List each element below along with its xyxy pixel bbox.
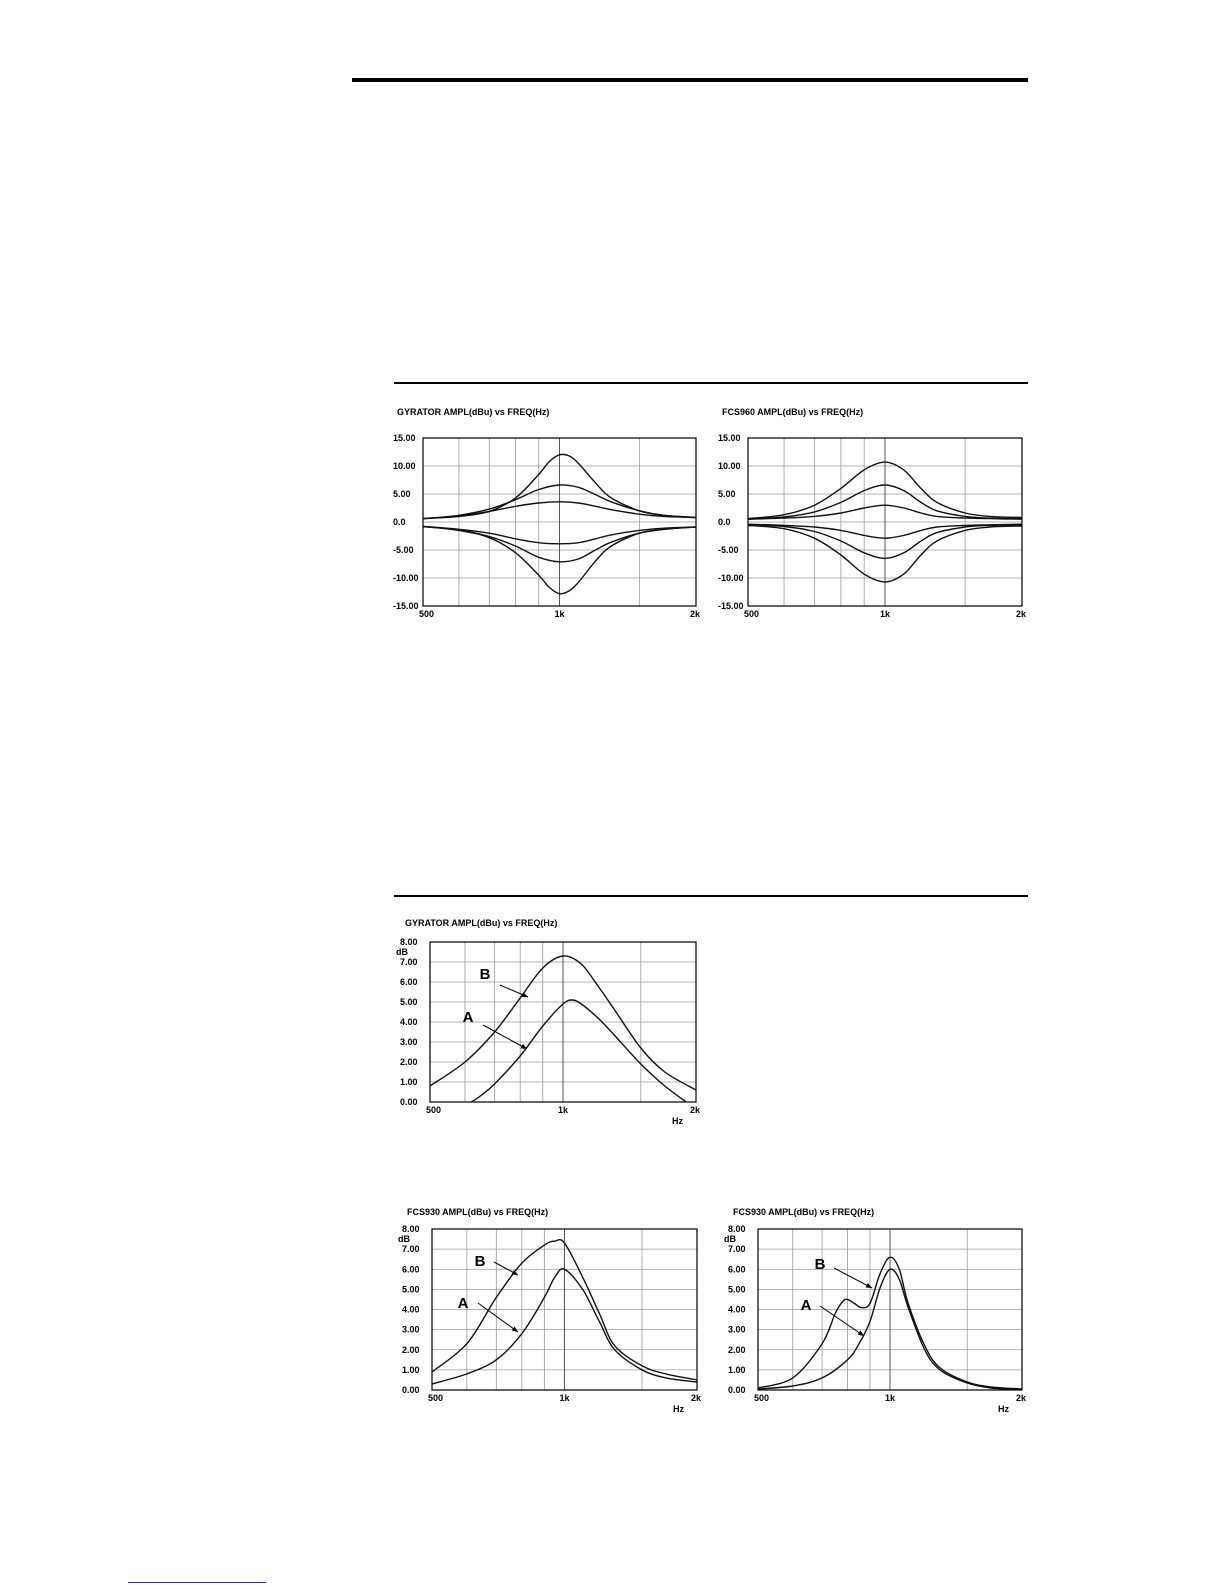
chart-1-x-tick-2: 2k [689,609,700,619]
chart-4-x-tick-0: 500 [428,1393,444,1403]
chart-3-arrowhead-b [522,992,528,997]
chart-5-y-tick-6: 2.00 [728,1344,746,1355]
chart-2-y-tick-4: -5.00 [718,545,739,555]
chart-1-x-tick-0: 500 [419,609,435,619]
chart-3-x-tick-0: 500 [426,1105,442,1115]
chart-5-y-tick-4: 4.00 [728,1304,746,1315]
chart-3-y-tick-3: 5.00 [400,997,418,1007]
chart-2-y-tick-0: 15.00 [718,433,741,443]
chart-2-x-tick-1: 1k [879,609,891,619]
chart-2-x-tick-2: 2k [1015,609,1026,619]
chart-4-y-tick-0: 8.00 [402,1224,420,1234]
chart-1-y-tick-1: 10.00 [393,461,416,471]
chart-5-y-tick-7: 1.00 [728,1364,746,1375]
chart-1-y-tick-4: -5.00 [393,545,414,555]
chart-5-x-tick-1: 1k [884,1393,896,1403]
chart-2-title: FCS960 AMPL(dBu) vs FREQ(Hz) [722,407,864,417]
chart-1-y-tick-5: -10.00 [393,573,419,583]
chart-3-x-tick-2: 2k [689,1105,700,1115]
chart-4-label-b: B [474,1253,486,1270]
chart-4-y-tick-4: 4.00 [402,1304,420,1315]
chart-4-y-tick-2: 6.00 [402,1264,420,1275]
chart-5-y-tick-5: 3.00 [728,1324,746,1335]
chart-5-arrow-a [820,1306,864,1336]
chart-4-y-tick-7: 1.00 [402,1364,420,1375]
chart-3-y-tick-7: 1.00 [400,1077,418,1087]
chart-5-x-tick-2: 2k [1015,1393,1026,1403]
chart-4-xlabel: Hz [673,1404,684,1414]
chart-4-title: FCS930 AMPL(dBu) vs FREQ(Hz) [407,1207,549,1217]
chart-3-y-tick-2: 6.00 [400,977,418,987]
chart-4-y-tick-1: 7.00 [402,1244,420,1255]
chart-4-x-tick-1: 1k [559,1393,570,1403]
chart-1-y-tick-6: -15.00 [393,601,419,611]
chart-5-x-tick-0: 500 [754,1393,770,1403]
chart-3-y-tick-0: 8.00 [400,937,418,947]
chart-2-y-tick-2: 5.00 [718,489,736,499]
chart-3-x-tick-1: 1k [557,1105,569,1115]
chart-1-y-tick-2: 5.00 [393,489,411,499]
chart-1-y-tick-0: 15.00 [393,433,416,443]
chart-4-ylabel: dB [398,1234,410,1244]
chart-5-y-tick-2: 6.00 [728,1264,746,1275]
chart-3-title: GYRATOR AMPL(dBu) vs FREQ(Hz) [405,918,558,928]
chart-3-y-tick-6: 2.00 [400,1057,418,1067]
chart-3-y-tick-8: 0.00 [400,1097,418,1107]
chart-5-y-tick-1: 7.00 [728,1244,746,1255]
chart-3-label-a: A [462,1009,474,1026]
chart-3-label-b: B [479,966,491,983]
chart-3-y-tick-5: 3.00 [400,1037,418,1047]
chart-4-label-a: A [457,1295,469,1312]
chart-5-label-a: A [800,1297,812,1314]
chart-5-ylabel: dB [724,1234,736,1244]
chart-2-y-tick-5: -10.00 [718,573,744,583]
chart-5-y-tick-0: 8.00 [728,1224,746,1234]
chart-2-y-tick-3: 0.0 [718,517,731,527]
chart-5-title: FCS930 AMPL(dBu) vs FREQ(Hz) [733,1207,875,1217]
chart-3-series-a-line [471,1000,686,1102]
chart-5-arrow-b [834,1268,872,1288]
chart-2-y-tick-1: 10.00 [718,461,741,471]
chart-3-ylabel: dB [396,947,408,957]
chart-5-xlabel: Hz [998,1404,1009,1414]
chart-1-title: GYRATOR AMPL(dBu) vs FREQ(Hz) [397,407,550,417]
chart-1-y-tick-3: 0.0 [393,517,406,527]
chart-4-x-tick-2: 2k [690,1393,701,1403]
chart-4-y-tick-8: 0.00 [402,1385,420,1395]
chart-2-y-tick-6: -15.00 [718,601,744,611]
chart-4-y-tick-3: 5.00 [402,1284,420,1295]
chart-5-arrowhead-a [858,1331,864,1336]
chart-3-xlabel: Hz [672,1116,683,1126]
chart-2-x-tick-0: 500 [744,609,760,619]
chart-4-y-tick-6: 2.00 [402,1344,420,1355]
chart-5-label-b: B [814,1256,826,1273]
chart-4-y-tick-5: 3.00 [402,1324,420,1335]
chart-1-x-tick-1: 1k [554,609,565,619]
chart-5-y-tick-3: 5.00 [728,1284,746,1295]
chart-3-y-tick-1: 7.00 [400,957,418,967]
footer-link-underline [128,1582,266,1583]
chart-5-y-tick-8: 0.00 [728,1385,746,1395]
chart-3-y-tick-4: 4.00 [400,1017,418,1027]
